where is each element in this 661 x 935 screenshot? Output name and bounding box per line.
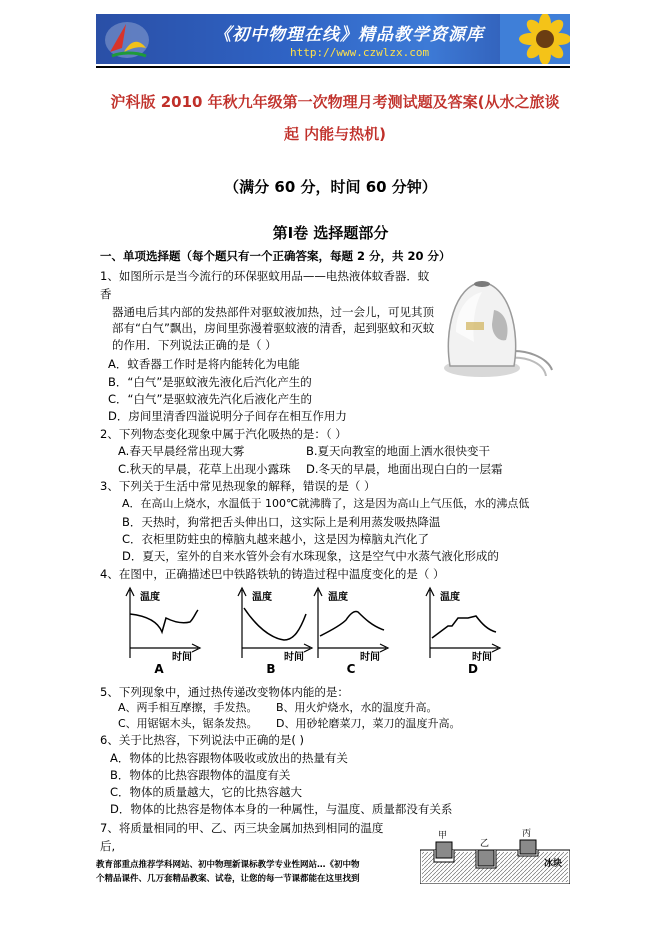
q7-stem-line1: 7、将质量相同的甲、乙、丙三块金属加热到相同的温度 bbox=[100, 821, 384, 835]
q4-graph-a-plot bbox=[124, 586, 204, 662]
q4-stem: 4、在图中，正确描述巴中铁路铁轨的铸造过程中温度变化的是（ ） bbox=[100, 567, 445, 581]
q1-option-b: B．“白气”是驱蚊液先液化后汽化产生的 bbox=[108, 375, 312, 389]
part1-heading: 一、单项选择题（每个题只有一个正确答案，每题 2 分，共 20 分） bbox=[100, 249, 451, 263]
score-note: （满分 60 分，时间 60 分钟） bbox=[224, 178, 437, 196]
q7-label-jia: 甲 bbox=[438, 831, 448, 841]
q4-graph-c-ylabel: 温度 bbox=[328, 592, 348, 603]
q4-graph-a-xlabel: 时间 bbox=[172, 652, 192, 662]
q2-option-c: C.秋天的早晨，花草上出现小露珠 bbox=[118, 462, 291, 476]
q4-graph-a-ylabel: 温度 bbox=[140, 592, 160, 603]
q4-graph-c-xlabel: 时间 bbox=[360, 652, 380, 662]
sunflower-icon bbox=[500, 14, 570, 64]
q7-label-ice: 冰块 bbox=[544, 859, 563, 869]
q3-stem: 3、下列关于生活中常见热现象的解释，错误的是（ ） bbox=[100, 479, 376, 493]
q4-graph-a bbox=[124, 586, 204, 676]
q1-stem-line5: 的作用．下列说法正确的是（ ） bbox=[112, 338, 277, 352]
q5-option-d: D、用砂轮磨菜刀，菜刀的温度升高。 bbox=[276, 717, 461, 730]
q1-stem-line2: 香 bbox=[100, 287, 112, 301]
q6-stem: 6、关于比热容，下列说法中正确的是( ) bbox=[100, 733, 304, 747]
header-rule bbox=[96, 66, 570, 68]
q1-stem-line3: 器通电后其内部的发热部件对驱蚊液加热，过一会儿，可见其顶 bbox=[112, 305, 434, 319]
metal-blocks-on-ice-figure bbox=[420, 828, 570, 884]
q1-option-a: A．蚊香器工作时是将内能转化为电能 bbox=[108, 357, 300, 371]
footer-line2: 个精品课件、几万套精品教案、试卷，让您的每一节课都能在这里找到 bbox=[96, 874, 360, 884]
q1-stem-line1: 1、如图所示是当今流行的环保驱蚊用品——电热液体蚊香器．蚊 bbox=[100, 269, 430, 283]
q4-graph-c-label: C bbox=[346, 662, 356, 676]
q6-option-a: A．物体的比热容跟物体吸收或放出的热量有关 bbox=[110, 751, 348, 765]
q7-label-bing: 丙 bbox=[522, 829, 532, 839]
q1-option-c: C．“白气”是驱蚊液先汽化后液化产生的 bbox=[108, 392, 312, 406]
document-title-line2: 起 内能与热机) bbox=[283, 125, 387, 143]
q4-graph-b-plot bbox=[236, 586, 316, 662]
q5-option-b: B、用火炉烧水，水的温度升高。 bbox=[276, 701, 438, 714]
header-banner bbox=[96, 14, 570, 64]
q3-option-d: D．夏天，室外的自来水管外会有水珠现象，这是空气中水蒸气液化形成的 bbox=[122, 549, 499, 563]
q4-graph-d-xlabel: 时间 bbox=[472, 652, 492, 662]
q5-option-a: A、两手相互摩擦，手发热。 bbox=[118, 701, 258, 714]
q4-graph-b bbox=[236, 586, 316, 676]
mosquito-repellent-device-image bbox=[436, 272, 556, 380]
q1-stem-line4: 部有“白气”飘出，房间里弥漫着驱蚊液的清香，起到驱蚊和灭蚊 bbox=[112, 321, 435, 335]
q2-option-b: B.夏天向教室的地面上洒水很快变干 bbox=[306, 444, 491, 458]
q7-label-yi: 乙 bbox=[480, 839, 490, 849]
q4-graph-c bbox=[312, 586, 392, 676]
q3-option-b: B．天热时，狗常把舌头伸出口，这实际上是利用蒸发吸热降温 bbox=[122, 515, 441, 529]
q2-option-a: A.春天早晨经常出现大雾 bbox=[118, 444, 245, 458]
q6-option-c: C．物体的质量越大，它的比热容越大 bbox=[110, 785, 303, 799]
site-logo-icon bbox=[102, 18, 152, 62]
q4-graph-a-label: A bbox=[154, 662, 164, 676]
q2-option-d: D.冬天的早晨，地面出现白白的一层霜 bbox=[306, 462, 503, 476]
document-title bbox=[100, 86, 570, 150]
q5-option-c: C、用锯锯木头，锯条发热。 bbox=[118, 717, 258, 730]
q1-option-d: D．房间里清香四溢说明分子间存在相互作用力 bbox=[108, 409, 347, 423]
q3-option-c: C．衣柜里防蛀虫的樟脑丸越来越小，这是因为樟脑丸汽化了 bbox=[122, 532, 430, 546]
q6-option-b: B．物体的比热容跟物体的温度有关 bbox=[110, 768, 291, 782]
q4-graph-d bbox=[424, 586, 504, 676]
banner-title: 《初中物理在线》精品教学资源库 bbox=[214, 25, 484, 45]
q4-graph-d-ylabel: 温度 bbox=[440, 592, 460, 603]
banner-url[interactable]: http://www.czwlzx.com bbox=[290, 46, 430, 59]
q5-stem: 5、下列现象中，通过热传递改变物体内能的是： bbox=[100, 685, 349, 699]
section-title: 第Ⅰ卷 选择题部分 bbox=[272, 224, 389, 242]
q4-graph-b-xlabel: 时间 bbox=[284, 652, 304, 662]
q4-graph-c-plot bbox=[312, 586, 392, 662]
q7-stem-line2: 后, bbox=[100, 839, 116, 853]
q4-graph-b-label: B bbox=[266, 662, 276, 676]
document-title-line1: 沪科版 2010 年秋九年级第一次物理月考测试题及答案(从水之旅谈 bbox=[110, 93, 560, 111]
q4-graph-d-plot bbox=[424, 586, 504, 662]
q3-option-a: A．在高山上烧水，水温低于 100℃就沸腾了，这是因为高山上气压低，水的沸点低 bbox=[122, 497, 530, 510]
q6-option-d: D．物体的比热容是物体本身的一种属性，与温度、质量都没有关系 bbox=[110, 802, 453, 816]
footer-ad bbox=[96, 858, 426, 886]
q4-graph-b-ylabel: 温度 bbox=[252, 592, 272, 603]
footer-line1: 教育部重点推荐学科网站、初中物理新课标教学专业性网站…《初中物 bbox=[96, 860, 360, 870]
q2-stem: 2、下列物态变化现象中属于汽化吸热的是：（ ） bbox=[100, 427, 347, 441]
q4-graph-d-label: D bbox=[468, 662, 478, 676]
